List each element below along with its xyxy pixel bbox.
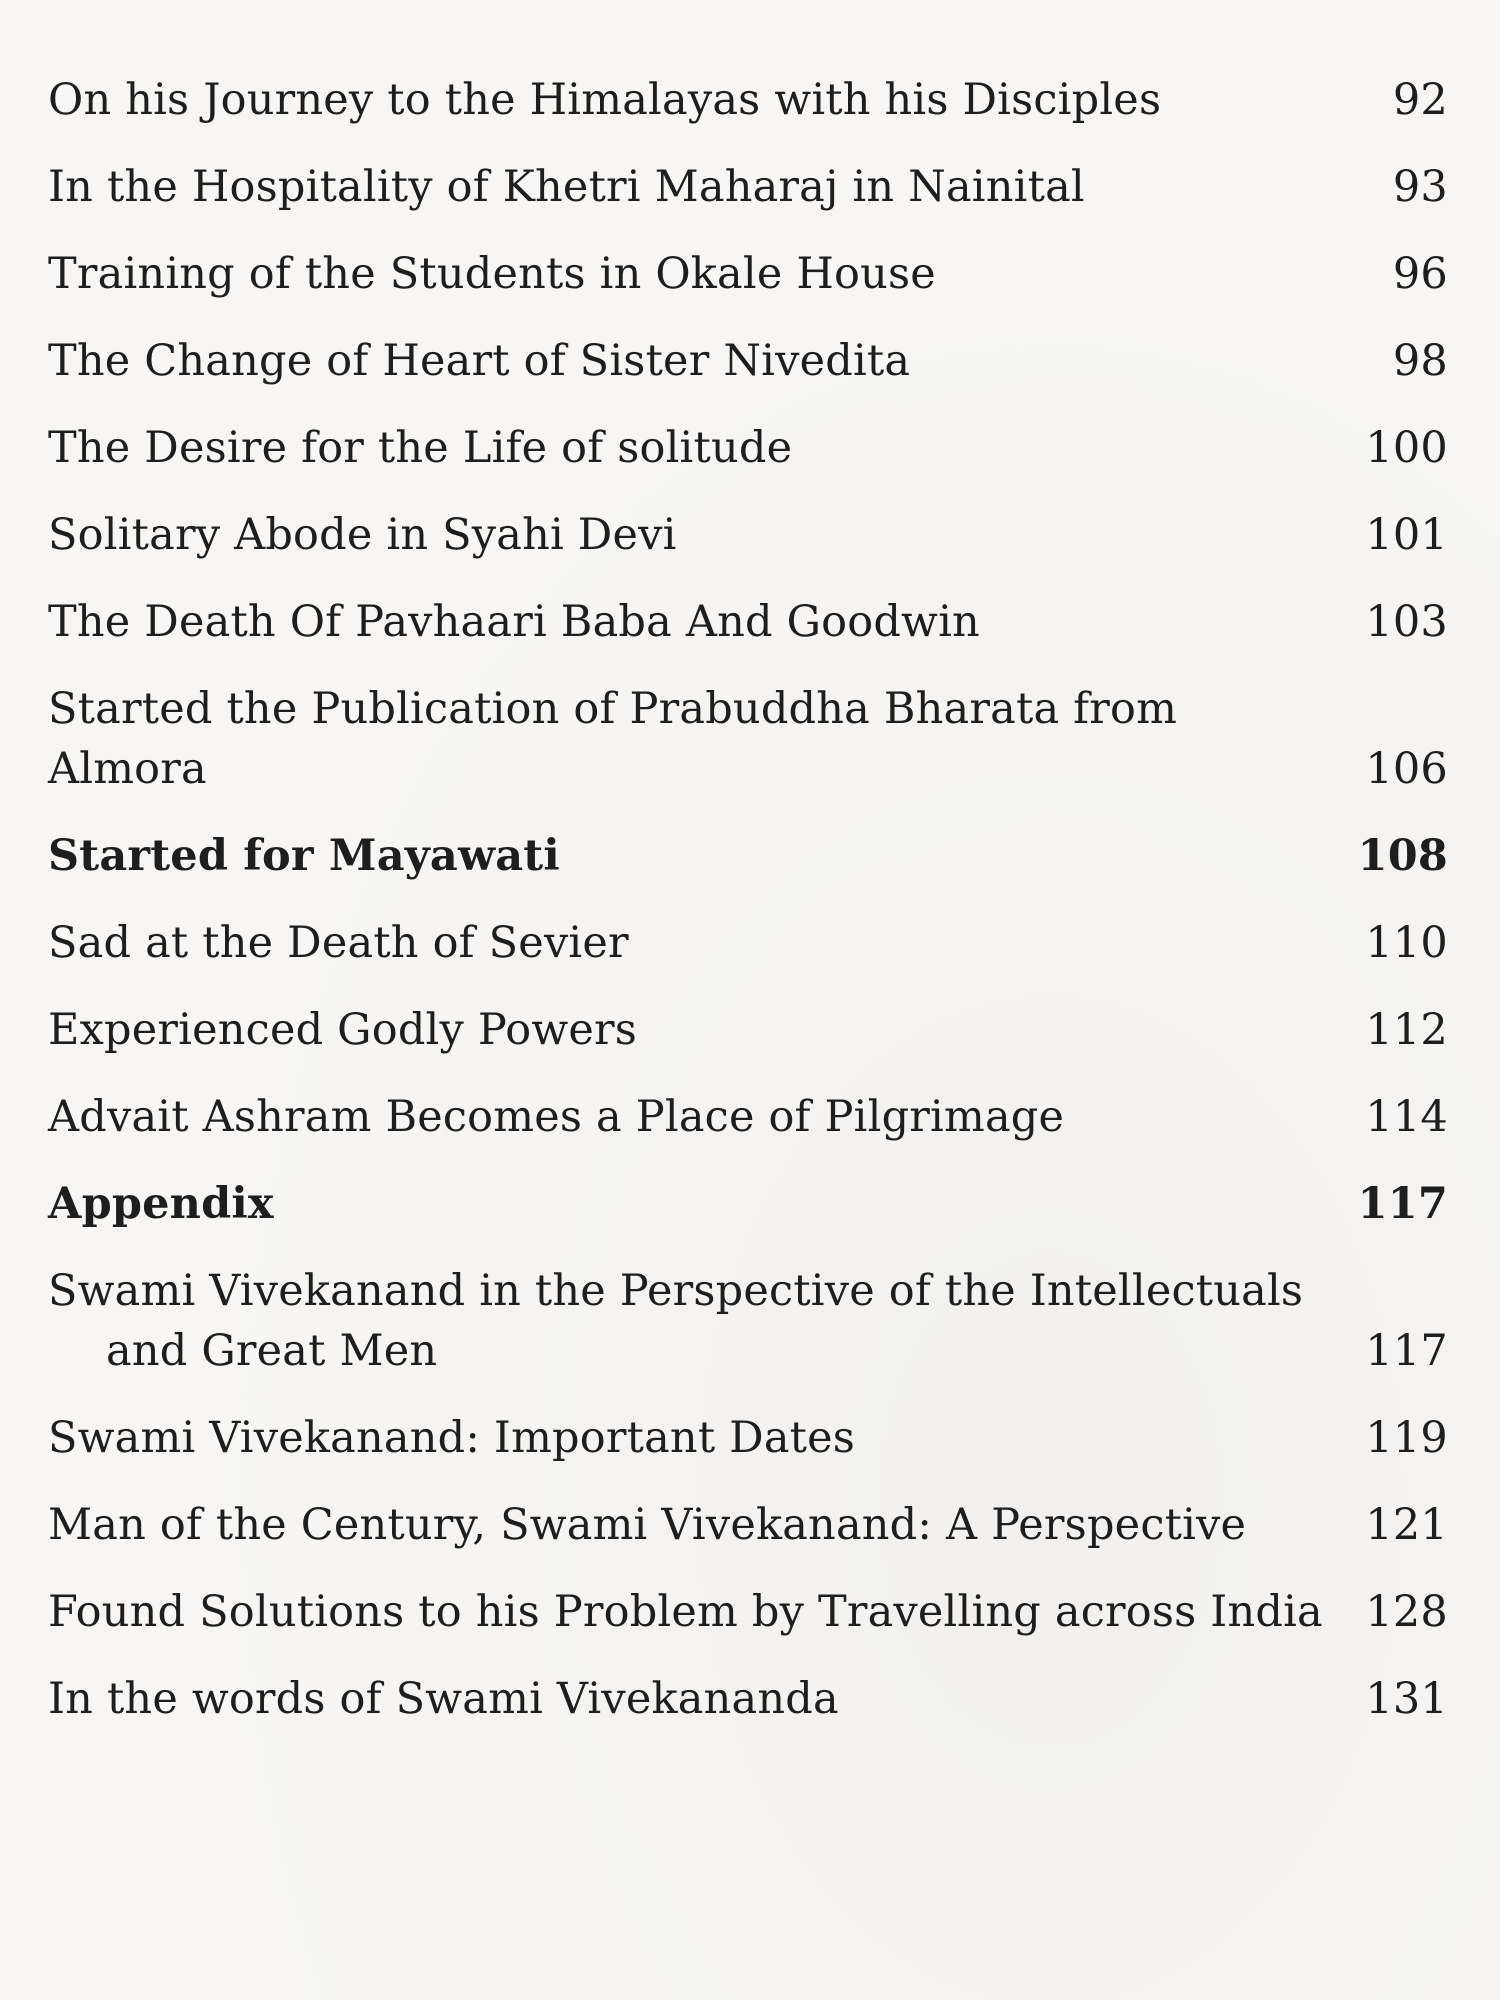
toc-entry-page-number: 106 bbox=[1365, 744, 1448, 794]
toc-entry-title: The Change of Heart of Sister Nivedita bbox=[48, 336, 911, 386]
toc-entry bbox=[48, 1000, 1448, 1060]
toc-entry-title: Experienced Godly Powers bbox=[48, 1005, 638, 1055]
toc-entry bbox=[48, 913, 1448, 973]
toc-entry-title-line1: Swami Vivekanand in the Perspective of the Intellectuals bbox=[48, 1266, 1304, 1316]
toc-entry-title: Swami Vivekanand: Important Dates bbox=[48, 1413, 856, 1463]
toc-entry-page-number: 131 bbox=[1365, 1674, 1448, 1724]
toc-entry bbox=[48, 592, 1448, 652]
toc-entry bbox=[48, 1087, 1448, 1147]
toc-entry-page-number: 117 bbox=[1357, 1179, 1448, 1229]
toc-entry-title: Solitary Abode in Syahi Devi bbox=[48, 510, 677, 560]
toc-entry-title: Training of the Students in Okale House bbox=[48, 249, 936, 299]
toc-entry-page-number: 128 bbox=[1365, 1587, 1448, 1637]
toc-entry bbox=[48, 70, 1448, 130]
toc-entry-page-number: 98 bbox=[1392, 336, 1448, 386]
toc-entry-title: The Desire for the Life of solitude bbox=[48, 423, 793, 473]
toc-entry-page-number: 103 bbox=[1365, 597, 1448, 647]
toc-entry-page-number: 112 bbox=[1365, 1005, 1448, 1055]
toc-entry-title: Sad at the Death of Sevier bbox=[48, 918, 629, 968]
toc-entry-title: The Death Of Pavhaari Baba And Goodwin bbox=[48, 597, 980, 647]
toc-entry bbox=[48, 1408, 1448, 1468]
toc-entry-page-number: 101 bbox=[1365, 510, 1448, 560]
toc-entry-page-number: 119 bbox=[1365, 1413, 1448, 1463]
toc-entry bbox=[48, 1669, 1448, 1729]
toc-entry-page-number: 114 bbox=[1365, 1092, 1448, 1142]
toc-entry bbox=[48, 331, 1448, 391]
toc-entry-title-line2: and Great Men bbox=[106, 1326, 438, 1376]
toc-entry-page-number: 93 bbox=[1392, 162, 1448, 212]
toc-entry bbox=[48, 1495, 1448, 1555]
toc-entry-page-number: 110 bbox=[1365, 918, 1448, 968]
toc-entry bbox=[48, 157, 1448, 217]
toc-entry-title: On his Journey to the Himalayas with his Disciples bbox=[48, 75, 1162, 125]
toc-entry-page-number: 96 bbox=[1392, 249, 1448, 299]
toc-entry bbox=[48, 505, 1448, 565]
toc-entry-title: Appendix bbox=[48, 1179, 274, 1229]
toc-section-heading bbox=[48, 826, 1448, 886]
toc-entry bbox=[48, 244, 1448, 304]
toc-entry-title: In the words of Swami Vivekananda bbox=[48, 1674, 839, 1724]
toc-entry-page-number: 92 bbox=[1392, 75, 1448, 125]
toc-entry-title: Started for Mayawati bbox=[48, 831, 560, 881]
toc-entry-title: Man of the Century, Swami Vivekanand: A Perspective bbox=[48, 1500, 1247, 1550]
toc-entry-title: Started the Publication of Prabuddha Bharata from Almora bbox=[48, 684, 1178, 794]
toc-entry-title: In the Hospitality of Khetri Maharaj in Nainital bbox=[48, 162, 1085, 212]
toc-entry-page-number: 100 bbox=[1365, 423, 1448, 473]
toc-entry-title: Found Solutions to his Problem by Travelling across India bbox=[48, 1587, 1323, 1637]
toc-entry bbox=[48, 679, 1448, 799]
toc-entry-page-number: 108 bbox=[1357, 831, 1448, 881]
toc-section-heading bbox=[48, 1174, 1448, 1234]
table-of-contents bbox=[48, 70, 1448, 1756]
toc-entry-title-wrapped bbox=[48, 1261, 1358, 1381]
toc-entry-title: Advait Ashram Becomes a Place of Pilgrimage bbox=[48, 1092, 1065, 1142]
toc-entry bbox=[48, 1582, 1448, 1642]
toc-entry bbox=[48, 1261, 1448, 1381]
toc-entry bbox=[48, 418, 1448, 478]
toc-entry-page-number: 121 bbox=[1365, 1500, 1448, 1550]
toc-entry-page-number: 117 bbox=[1365, 1326, 1448, 1376]
